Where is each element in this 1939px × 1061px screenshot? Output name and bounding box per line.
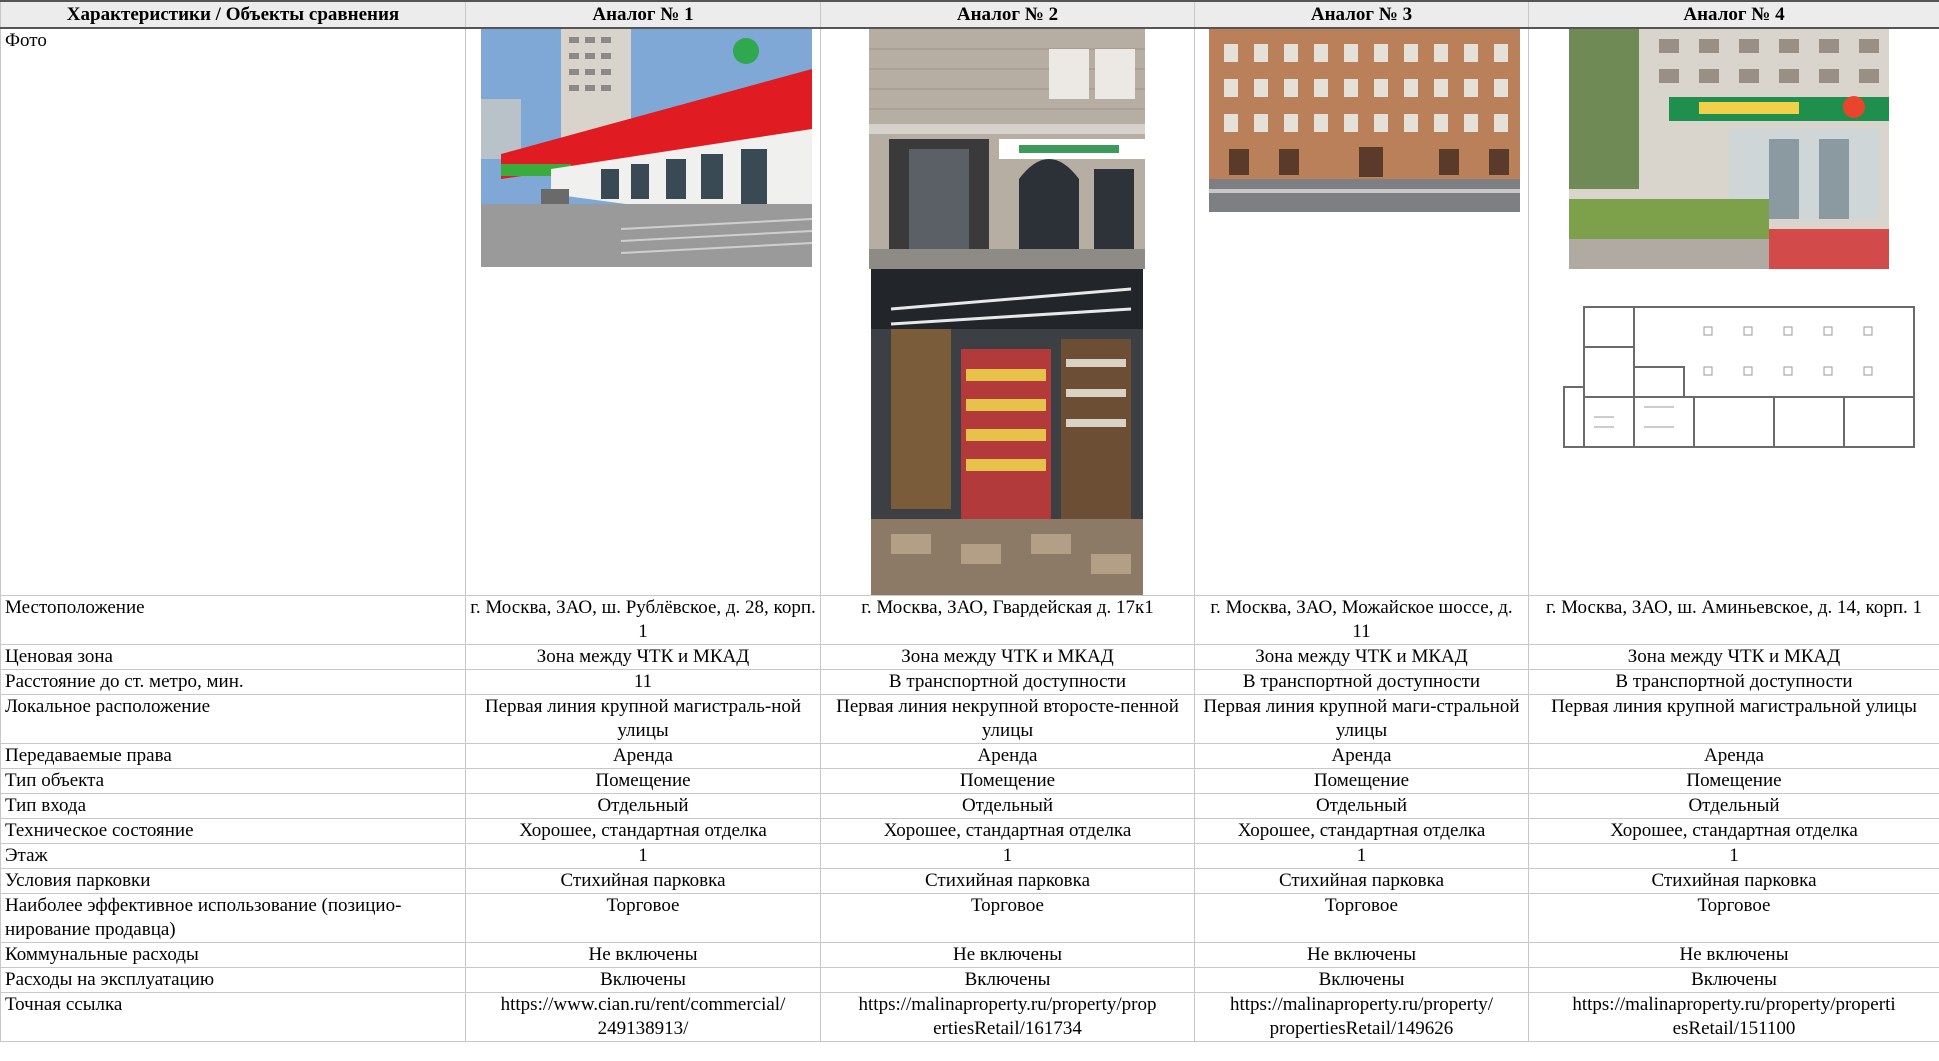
row-value-analog-2: Помещение [821, 769, 1195, 794]
row-label: Точная ссылка [1, 993, 466, 1042]
row-value-analog-1: Торговое [466, 894, 821, 943]
row-value-analog-1: Аренда [466, 744, 821, 769]
row-link-analog-4[interactable]: https://malinaproperty.ru/property/properti esRetail/151100 [1529, 993, 1939, 1042]
photo-cell-analog-1 [466, 28, 821, 596]
row-value-analog-1: Помещение [466, 769, 821, 794]
header-row [1, 1, 1939, 28]
row-value-analog-1: Первая линия крупной магистраль-ной улицы [466, 695, 821, 744]
header-analog-4: Аналог № 4 [1529, 1, 1939, 28]
table-row [1, 819, 1939, 844]
photo-cell-analog-2 [821, 28, 1195, 596]
row-value-analog-4: Включены [1529, 968, 1939, 993]
row-value-analog-2: Зона между ЧТК и МКАД [821, 645, 1195, 670]
row-value-analog-1: Не включены [466, 943, 821, 968]
row-value-analog-1: 11 [466, 670, 821, 695]
row-value-analog-1: г. Москва, ЗАО, ш. Рублёвское, д. 28, корп. 1 [466, 596, 821, 645]
table-row [1, 744, 1939, 769]
row-value-analog-2: Не включены [821, 943, 1195, 968]
row-value-analog-4: Торговое [1529, 894, 1939, 943]
header-analog-1: Аналог № 1 [466, 1, 821, 28]
storefront-green-sign-icon [1569, 29, 1889, 269]
row-label: Расходы на эксплуатацию [1, 968, 466, 993]
row-value-analog-4: Хорошее, стандартная отделка [1529, 819, 1939, 844]
row-value-analog-3: 1 [1195, 844, 1529, 869]
table-row [1, 769, 1939, 794]
row-value-analog-3: Первая линия крупной маги-стральной улицы [1195, 695, 1529, 744]
row-label: Тип объекта [1, 769, 466, 794]
row-value-analog-3: Торговое [1195, 894, 1529, 943]
header-characteristics: Характеристики / Объекты сравнения [1, 1, 466, 28]
table-row [1, 596, 1939, 645]
row-label: Коммунальные расходы [1, 943, 466, 968]
row-value-analog-3: Стихийная парковка [1195, 869, 1529, 894]
row-value-analog-2: 1 [821, 844, 1195, 869]
row-value-analog-4: Не включены [1529, 943, 1939, 968]
row-value-analog-3: г. Москва, ЗАО, Можайское шоссе, д. 11 [1195, 596, 1529, 645]
row-value-analog-3: Включены [1195, 968, 1529, 993]
table-row [1, 968, 1939, 993]
table-row [1, 794, 1939, 819]
table-row [1, 695, 1939, 744]
row-value-analog-2: Включены [821, 968, 1195, 993]
row-value-analog-2: В транспортной доступности [821, 670, 1195, 695]
row-value-analog-2: Хорошее, стандартная отделка [821, 819, 1195, 844]
row-label: Локальное расположение [1, 695, 466, 744]
row-value-analog-3: Не включены [1195, 943, 1529, 968]
row-value-analog-2: г. Москва, ЗАО, Гвардейская д. 17к1 [821, 596, 1195, 645]
row-label: Тип входа [1, 794, 466, 819]
row-value-analog-1: Хорошее, стандартная отделка [466, 819, 821, 844]
table-row [1, 993, 1939, 1042]
row-value-analog-4: 1 [1529, 844, 1939, 869]
header-analog-2: Аналог № 2 [821, 1, 1195, 28]
row-value-analog-3: Помещение [1195, 769, 1529, 794]
store-interior-shelves-icon [871, 269, 1143, 595]
row-value-analog-2: Стихийная парковка [821, 869, 1195, 894]
row-label: Этаж [1, 844, 466, 869]
row-value-analog-4: Первая линия крупной магистральной улицы [1529, 695, 1939, 744]
row-value-analog-2: Торговое [821, 894, 1195, 943]
row-label: Расстояние до ст. метро, мин. [1, 670, 466, 695]
table-row [1, 670, 1939, 695]
row-value-analog-4: Стихийная парковка [1529, 869, 1939, 894]
row-value-analog-1: Зона между ЧТК и МКАД [466, 645, 821, 670]
row-value-analog-4: Зона между ЧТК и МКАД [1529, 645, 1939, 670]
row-value-analog-4: Аренда [1529, 744, 1939, 769]
row-value-analog-4: В транспортной доступности [1529, 670, 1939, 695]
row-label-photo: Фото [1, 28, 466, 596]
row-label: Ценовая зона [1, 645, 466, 670]
row-value-analog-3: Зона между ЧТК и МКАД [1195, 645, 1529, 670]
row-value-analog-3: Отдельный [1195, 794, 1529, 819]
row-link-analog-3[interactable]: https://malinaproperty.ru/property/ propertiesRetail/149626 [1195, 993, 1529, 1042]
row-value-analog-3: Аренда [1195, 744, 1529, 769]
row-link-analog-2[interactable]: https://malinaproperty.ru/property/prop ertiesRetail/161734 [821, 993, 1195, 1042]
row-value-analog-3: В транспортной доступности [1195, 670, 1529, 695]
table-row [1, 869, 1939, 894]
row-value-analog-1: Включены [466, 968, 821, 993]
row-label: Наиболее эффективное использование (позицио-нирование продавца) [1, 894, 466, 943]
row-label: Передаваемые права [1, 744, 466, 769]
row-value-analog-1: Стихийная парковка [466, 869, 821, 894]
row-link-analog-1[interactable]: https://www.cian.ru/rent/commercial/ 249138913/ [466, 993, 821, 1042]
table-row [1, 943, 1939, 968]
table-row [1, 894, 1939, 943]
row-value-analog-4: Отдельный [1529, 794, 1939, 819]
row-value-analog-1: Отдельный [466, 794, 821, 819]
header-analog-3: Аналог № 3 [1195, 1, 1529, 28]
row-label: Условия парковки [1, 869, 466, 894]
storefront-brick-entrance-icon [869, 29, 1145, 269]
table-row [1, 844, 1939, 869]
row-label: Местоположение [1, 596, 466, 645]
row-value-analog-4: г. Москва, ЗАО, ш. Аминьевское, д. 14, корп. 1 [1529, 596, 1939, 645]
photo-row [1, 28, 1939, 596]
storefront-red-facade-icon [481, 29, 812, 267]
row-value-analog-2: Первая линия некрупной второсте-пенной улицы [821, 695, 1195, 744]
photo-cell-analog-4 [1529, 28, 1939, 596]
brick-apartment-building-icon [1209, 29, 1520, 212]
floor-plan-icon [1544, 287, 1924, 463]
table-row [1, 645, 1939, 670]
row-value-analog-4: Помещение [1529, 769, 1939, 794]
row-value-analog-2: Отдельный [821, 794, 1195, 819]
row-value-analog-2: Аренда [821, 744, 1195, 769]
row-value-analog-1: 1 [466, 844, 821, 869]
photo-cell-analog-3 [1195, 28, 1529, 596]
row-value-analog-3: Хорошее, стандартная отделка [1195, 819, 1529, 844]
row-label: Техническое состояние [1, 819, 466, 844]
